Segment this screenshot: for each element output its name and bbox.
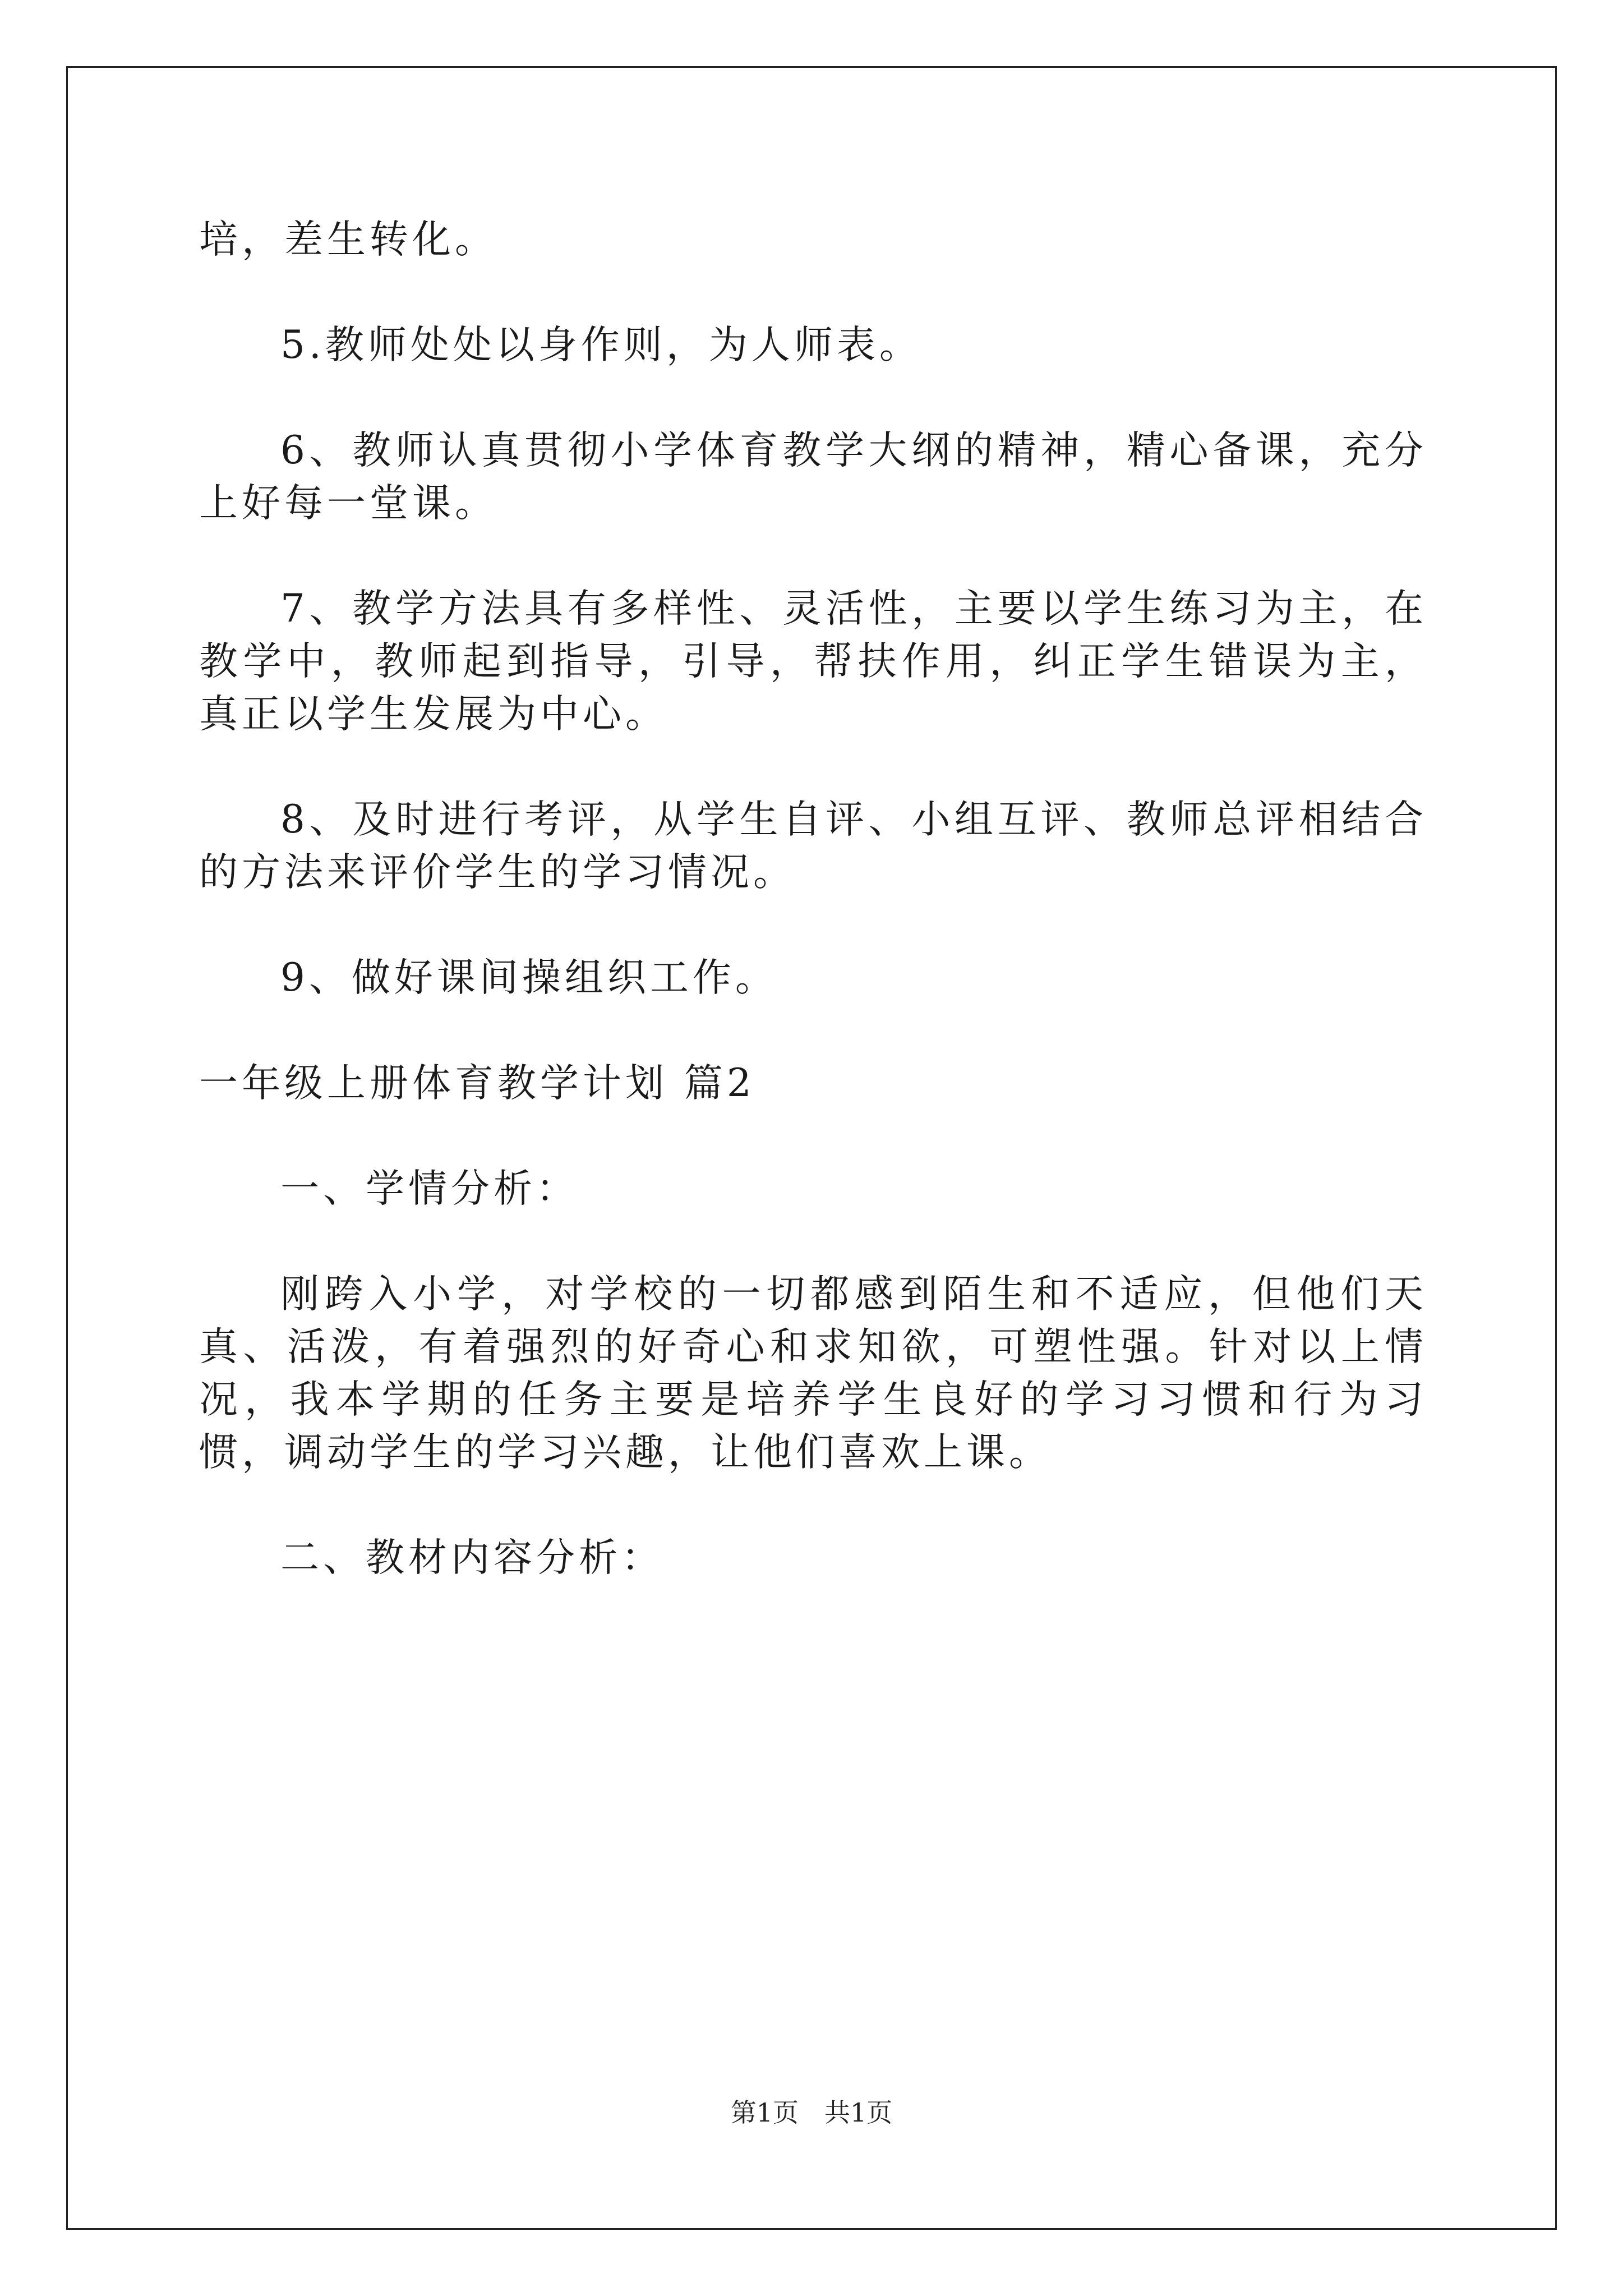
subheading-material-analysis: 二、教材内容分析：: [280, 1535, 664, 1580]
paragraph-item-6: 6、教师认真贯彻小学体育教学大纲的精神，精心备课，充分上好每一堂课。: [199, 428, 1427, 526]
paragraph-item-9: 9、做好课间操组织工作。: [280, 955, 778, 1000]
page-number-footer: 第1页 共1页: [730, 2097, 893, 2128]
document-body: [199, 213, 1427, 1584]
paragraph-item-5: 5.教师处处以身作则，为人师表。: [280, 323, 922, 367]
paragraph-item-8: 8、及时进行考评，从学生自评、小组互评、教师总评相结合的方法来评价学生的学习情况。: [199, 797, 1427, 895]
section-heading: 一年级上册体育教学计划 篇2: [199, 1061, 755, 1106]
paragraph-item-7: 7、教学方法具有多样性、灵活性，主要以学生练习为主，在教学中，教师起到指导，引导，帮扶作用，纠正学生错误为主，真正以学生发展为中心。: [199, 586, 1427, 737]
paragraph-learning-analysis: 刚跨入小学，对学校的一切都感到陌生和不适应，但他们天真、活泼，有着强烈的好奇心和求知欲，可塑性强。针对以上情况，我本学期的任务主要是培养学生良好的学习习惯和行为习惯，调动学生的学习兴趣，让他们喜欢上课。: [199, 1272, 1427, 1475]
subheading-learning-analysis: 一、学情分析：: [280, 1166, 579, 1211]
paragraph-continuation: 培，差生转化。: [199, 217, 497, 262]
